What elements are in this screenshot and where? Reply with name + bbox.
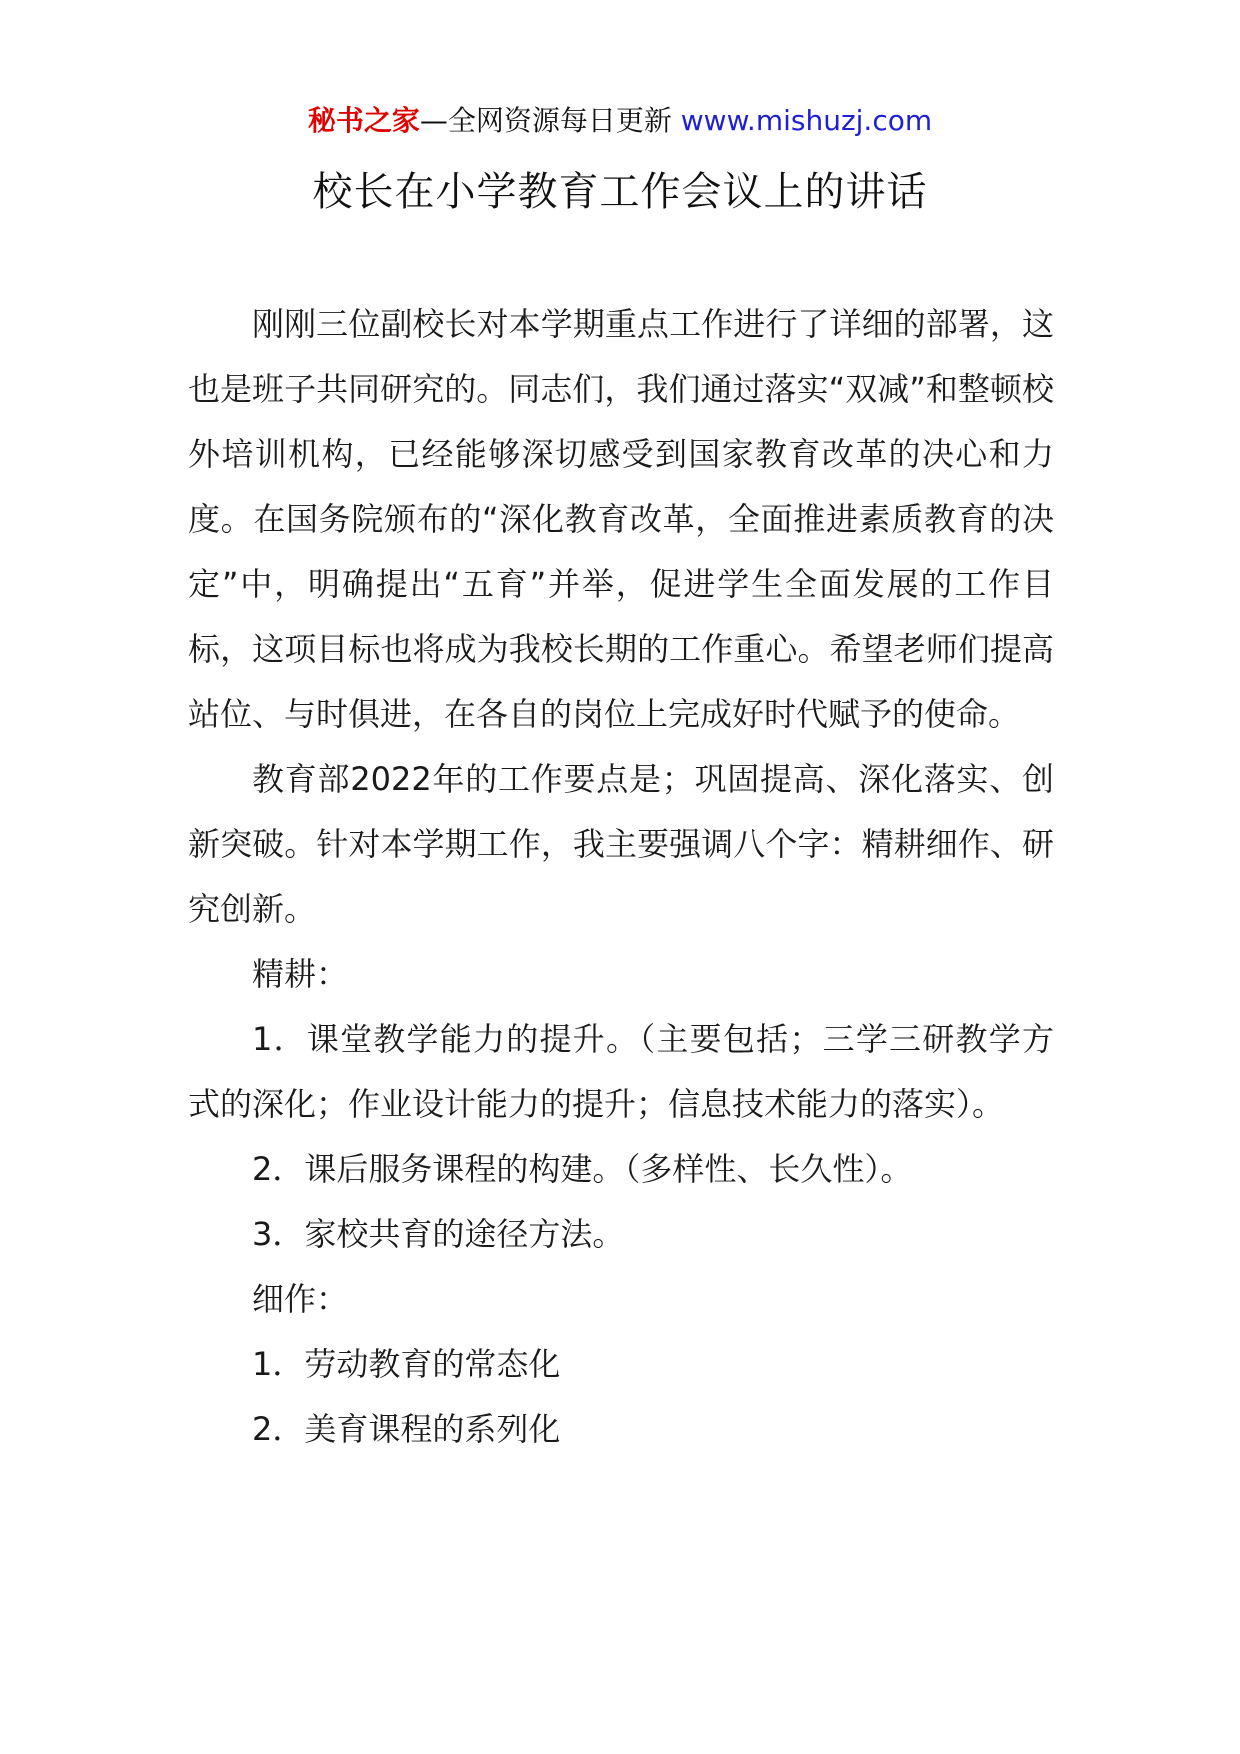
header-slogan: —全网资源每日更新 (419, 104, 681, 137)
document-body (188, 292, 1054, 1462)
site-url[interactable]: www.mishuzj.com (680, 104, 933, 137)
list-item: 2．课后服务课程的构建。（多样性、长久性）。 (252, 1150, 913, 1188)
brand-name: 秘书之家 (307, 104, 420, 137)
site-header (0, 101, 1240, 141)
list-item: 1．劳动教育的常态化 (252, 1345, 561, 1383)
section-heading: 精耕： (252, 955, 349, 993)
section-heading: 细作： (252, 1280, 349, 1318)
list-item: 1．课堂教学能力的提升。（主要包括；三学三研教学方式的深化；作业设计能力的提升；信息技术能力的落实）。 (188, 1020, 1054, 1123)
document-title: 校长在小学教育工作会议上的讲话 (312, 169, 928, 215)
list-item: 3．家校共育的途径方法。 (252, 1215, 625, 1253)
list-item: 2．美育课程的系列化 (252, 1410, 561, 1448)
paragraph: 教育部2022年的工作要点是；巩固提高、深化落实、创新突破。针对本学期工作，我主要强调八个字：精耕细作、研究创新。 (188, 760, 1054, 928)
paragraph: 刚刚三位副校长对本学期重点工作进行了详细的部署，这也是班子共同研究的。同志们，我们通过落实“双减”和整顿校外培训机构，已经能够深切感受到国家教育改革的决心和力度。在国务院颁布的“深化教育改革，全面推进素质教育的决定”中，明确提出“五育”并举，促进学生全面发展的工作目标，这项目标也将成为我校长期的工作重心。希望老师们提高站位、与时俱进，在各自的岗位上完成好时代赋予的使命。 (188, 305, 1054, 733)
